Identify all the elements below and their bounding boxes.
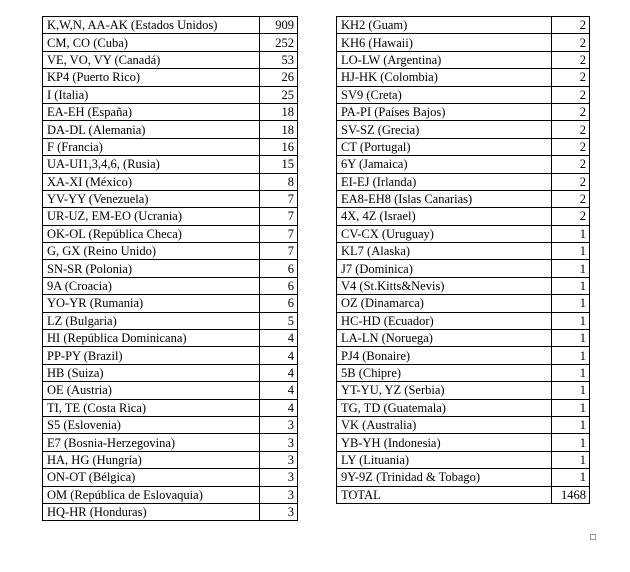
count-cell: 3 xyxy=(260,503,298,520)
table-row xyxy=(43,103,298,120)
country-prefix-cell: HJ-HK (Colombia) xyxy=(337,69,552,86)
country-prefix-cell: SV9 (Creta) xyxy=(337,86,552,103)
count-cell: 3 xyxy=(260,486,298,503)
country-prefix-cell: OK-OL (República Checa) xyxy=(43,225,260,242)
table-row xyxy=(337,277,590,294)
count-cell: 1 xyxy=(552,399,590,416)
table-row xyxy=(43,156,298,173)
count-cell: 1 xyxy=(552,277,590,294)
country-prefix-cell: LA-LN (Noruega) xyxy=(337,330,552,347)
table-row xyxy=(337,17,590,34)
table-row xyxy=(43,243,298,260)
country-prefix-cell: OE (Austria) xyxy=(43,382,260,399)
table-row xyxy=(43,277,298,294)
count-cell: 6 xyxy=(260,277,298,294)
table-row xyxy=(337,260,590,277)
count-cell: 2 xyxy=(552,121,590,138)
count-cell: 3 xyxy=(260,469,298,486)
count-cell: 2 xyxy=(552,190,590,207)
count-cell: 1 xyxy=(552,364,590,381)
table-row xyxy=(43,312,298,329)
count-cell: 3 xyxy=(260,451,298,468)
count-cell: 4 xyxy=(260,364,298,381)
country-prefix-cell: UA-UI1,3,4,6, (Rusia) xyxy=(43,156,260,173)
count-cell: 7 xyxy=(260,225,298,242)
country-prefix-cell: EI-EJ (Irlanda) xyxy=(337,173,552,190)
country-prefix-cell: 9Y-9Z (Trinidad & Tobago) xyxy=(337,469,552,486)
country-prefix-cell: DA-DL (Alemania) xyxy=(43,121,260,138)
table-row xyxy=(43,364,298,381)
table-row xyxy=(43,190,298,207)
table-row xyxy=(337,103,590,120)
table-row xyxy=(43,503,298,520)
country-prefix-cell: K,W,N, AA-AK (Estados Unidos) xyxy=(43,17,260,34)
count-cell: 2 xyxy=(552,51,590,68)
country-prefix-cell: KH6 (Hawaii) xyxy=(337,34,552,51)
total-row xyxy=(337,486,590,503)
table-row xyxy=(337,225,590,242)
table-row xyxy=(43,399,298,416)
count-cell: 7 xyxy=(260,190,298,207)
country-prefix-cell: TG, TD (Guatemala) xyxy=(337,399,552,416)
count-cell: 5 xyxy=(260,312,298,329)
count-cell: 15 xyxy=(260,156,298,173)
table-body xyxy=(337,17,590,504)
count-cell: 1 xyxy=(552,434,590,451)
table-row xyxy=(337,330,590,347)
country-prefix-cell: CM, CO (Cuba) xyxy=(43,34,260,51)
country-prefix-cell: HA, HG (Hungría) xyxy=(43,451,260,468)
count-cell: 2 xyxy=(552,86,590,103)
count-cell: 1 xyxy=(552,382,590,399)
table-row xyxy=(337,295,590,312)
count-cell: 2 xyxy=(552,173,590,190)
country-prefix-cell: EA-EH (España) xyxy=(43,103,260,120)
count-cell: 18 xyxy=(260,103,298,120)
table-row xyxy=(43,416,298,433)
table-row xyxy=(43,330,298,347)
country-prefix-cell: LY (Lituania) xyxy=(337,451,552,468)
count-cell: 1 xyxy=(552,225,590,242)
country-prefix-cell: YT-YU, YZ (Serbia) xyxy=(337,382,552,399)
country-prefix-cell: PP-PY (Brazil) xyxy=(43,347,260,364)
count-cell: 1 xyxy=(552,469,590,486)
country-prefix-cell: HC-HD (Ecuador) xyxy=(337,312,552,329)
table-row xyxy=(43,295,298,312)
table-row xyxy=(43,69,298,86)
table-row xyxy=(337,243,590,260)
count-cell: 18 xyxy=(260,121,298,138)
count-cell: 1468 xyxy=(552,486,590,503)
count-cell: 2 xyxy=(552,208,590,225)
country-prefix-cell: XA-XI (México) xyxy=(43,173,260,190)
table-row xyxy=(43,225,298,242)
table-row xyxy=(43,382,298,399)
country-prefix-cell: UR-UZ, EM-EO (Ucrania) xyxy=(43,208,260,225)
count-cell: 2 xyxy=(552,156,590,173)
count-cell: 4 xyxy=(260,330,298,347)
count-cell: 1 xyxy=(552,330,590,347)
country-prefix-cell: LO-LW (Argentina) xyxy=(337,51,552,68)
country-prefix-cell: LZ (Bulgaria) xyxy=(43,312,260,329)
table-row xyxy=(43,347,298,364)
table-row xyxy=(43,173,298,190)
country-prefix-cell: SV-SZ (Grecia) xyxy=(337,121,552,138)
table-body xyxy=(43,17,298,521)
table-row xyxy=(337,86,590,103)
table-row xyxy=(43,17,298,34)
table-row xyxy=(43,138,298,155)
country-prefix-cell: CT (Portugal) xyxy=(337,138,552,155)
table-row xyxy=(337,138,590,155)
count-cell: 2 xyxy=(552,34,590,51)
table-row xyxy=(337,208,590,225)
count-cell: 1 xyxy=(552,451,590,468)
country-prefix-cell: TOTAL xyxy=(337,486,552,503)
table-row xyxy=(337,434,590,451)
country-prefix-cell: HQ-HR (Honduras) xyxy=(43,503,260,520)
country-prefix-cell: OZ (Dinamarca) xyxy=(337,295,552,312)
country-prefix-cell: HI (República Dominicana) xyxy=(43,330,260,347)
count-cell: 1 xyxy=(552,295,590,312)
country-prefix-cell: YB-YH (Indonesia) xyxy=(337,434,552,451)
table-row xyxy=(43,260,298,277)
table-row xyxy=(337,69,590,86)
country-prefix-cell: J7 (Dominica) xyxy=(337,260,552,277)
country-prefix-cell: 6Y (Jamaica) xyxy=(337,156,552,173)
prefix-count-table-left xyxy=(42,16,298,521)
country-prefix-cell: V4 (St.Kitts&Nevis) xyxy=(337,277,552,294)
table-row xyxy=(43,486,298,503)
count-cell: 7 xyxy=(260,208,298,225)
table-row xyxy=(43,451,298,468)
table-row xyxy=(43,51,298,68)
country-prefix-cell: 4X, 4Z (Israel) xyxy=(337,208,552,225)
count-cell: 53 xyxy=(260,51,298,68)
count-cell: 26 xyxy=(260,69,298,86)
count-cell: 2 xyxy=(552,103,590,120)
country-prefix-cell: SN-SR (Polonia) xyxy=(43,260,260,277)
table-row xyxy=(337,469,590,486)
country-prefix-cell: G, GX (Reino Unido) xyxy=(43,243,260,260)
country-prefix-cell: ON-OT (Bélgica) xyxy=(43,469,260,486)
count-cell: 1 xyxy=(552,347,590,364)
table-row xyxy=(337,451,590,468)
count-cell: 252 xyxy=(260,34,298,51)
country-prefix-cell: KH2 (Guam) xyxy=(337,17,552,34)
country-prefix-cell: KP4 (Puerto Rico) xyxy=(43,69,260,86)
country-prefix-cell: CV-CX (Uruguay) xyxy=(337,225,552,242)
table-row xyxy=(337,347,590,364)
country-prefix-cell: YO-YR (Rumania) xyxy=(43,295,260,312)
count-cell: 3 xyxy=(260,416,298,433)
table-row xyxy=(337,190,590,207)
table-row xyxy=(43,434,298,451)
table-row xyxy=(337,382,590,399)
prefix-count-table-right xyxy=(336,16,590,504)
count-cell: 8 xyxy=(260,173,298,190)
table-row xyxy=(337,399,590,416)
country-prefix-cell: PJ4 (Bonaire) xyxy=(337,347,552,364)
country-prefix-cell: E7 (Bosnia-Herzegovina) xyxy=(43,434,260,451)
country-prefix-cell: OM (República de Eslovaquia) xyxy=(43,486,260,503)
table-row xyxy=(337,121,590,138)
count-cell: 2 xyxy=(552,17,590,34)
count-cell: 7 xyxy=(260,243,298,260)
country-prefix-cell: I (Italia) xyxy=(43,86,260,103)
table-row xyxy=(43,208,298,225)
table-row xyxy=(43,34,298,51)
count-cell: 1 xyxy=(552,312,590,329)
table-row xyxy=(43,121,298,138)
count-cell: 6 xyxy=(260,295,298,312)
count-cell: 1 xyxy=(552,243,590,260)
country-prefix-cell: VK (Australia) xyxy=(337,416,552,433)
table-row xyxy=(337,312,590,329)
count-cell: 4 xyxy=(260,347,298,364)
country-prefix-cell: 5B (Chipre) xyxy=(337,364,552,381)
count-cell: 1 xyxy=(552,416,590,433)
country-prefix-cell: TI, TE (Costa Rica) xyxy=(43,399,260,416)
table-row xyxy=(337,34,590,51)
count-cell: 2 xyxy=(552,138,590,155)
country-prefix-cell: EA8-EH8 (Islas Canarias) xyxy=(337,190,552,207)
count-cell: 909 xyxy=(260,17,298,34)
count-cell: 16 xyxy=(260,138,298,155)
country-prefix-cell: F (Francia) xyxy=(43,138,260,155)
table-row xyxy=(43,86,298,103)
country-prefix-cell: YV-YY (Venezuela) xyxy=(43,190,260,207)
table-row xyxy=(43,469,298,486)
table-row xyxy=(337,51,590,68)
country-prefix-cell: KL7 (Alaska) xyxy=(337,243,552,260)
country-prefix-cell: S5 (Eslovenia) xyxy=(43,416,260,433)
country-prefix-cell: 9A (Croacia) xyxy=(43,277,260,294)
country-prefix-cell: VE, VO, VY (Canadá) xyxy=(43,51,260,68)
count-cell: 6 xyxy=(260,260,298,277)
table-resize-handle[interactable] xyxy=(590,534,596,540)
table-row xyxy=(337,156,590,173)
count-cell: 4 xyxy=(260,382,298,399)
count-cell: 2 xyxy=(552,69,590,86)
table-row xyxy=(337,416,590,433)
count-cell: 3 xyxy=(260,434,298,451)
country-prefix-cell: HB (Suiza) xyxy=(43,364,260,381)
count-cell: 4 xyxy=(260,399,298,416)
table-row xyxy=(337,173,590,190)
table-row xyxy=(337,364,590,381)
count-cell: 1 xyxy=(552,260,590,277)
count-cell: 25 xyxy=(260,86,298,103)
country-prefix-cell: PA-PI (Países Bajos) xyxy=(337,103,552,120)
